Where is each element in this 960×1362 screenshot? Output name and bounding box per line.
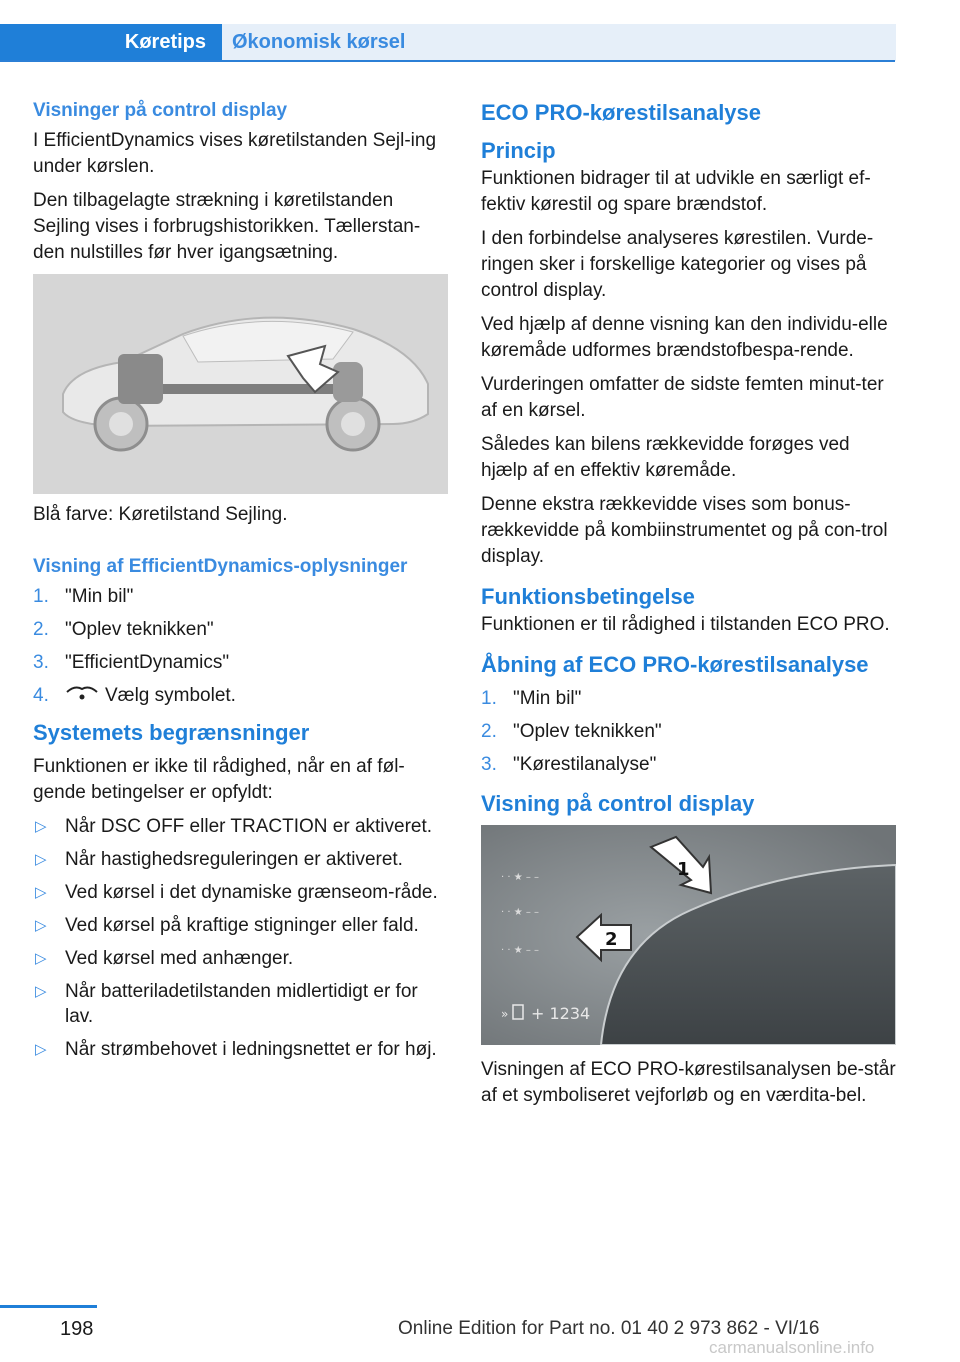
tab-okonomisk-korsel[interactable]: Økonomisk kørsel [222, 24, 896, 61]
list-item [33, 1037, 451, 1062]
triangle-bullet-icon: ▷ [35, 983, 47, 1001]
figure-caption: Blå farve: Køretilstand Sejling. [33, 504, 288, 525]
paragraph: Denne ekstra rækkevidde vises som bonus-rækkevidde på kombiinstrumentet og på con-trol display. [481, 494, 888, 567]
list-text: Når batteriladetilstanden midlertidigt er for lav. [65, 981, 418, 1028]
conditions-list [33, 814, 451, 1062]
paragraph: I EfficientDynamics vises køretilstanden Sejl-ing under kørslen. [33, 130, 437, 177]
triangle-bullet-icon: ▷ [35, 917, 47, 935]
steps-list-open-analysis [481, 686, 897, 777]
list-number: 1. [33, 586, 49, 607]
bonus-range-value: + 1234 [531, 1004, 591, 1023]
watermark: carmanualsonline.info [709, 1338, 875, 1357]
car-sailing-illustration [33, 274, 448, 494]
paragraph: Vurderingen omfatter de sidste femten minut-ter af en kørsel. [481, 374, 884, 421]
subheading-efficientdynamics: Visning af EfficientDynamics-oplysninger [33, 556, 408, 577]
callout-1: 1 [677, 859, 690, 880]
list-text: Når hastighedsreguleringen er aktiveret. [65, 849, 403, 871]
heading-visning-control-display: Visning på control display [481, 791, 755, 816]
list-item [33, 814, 451, 839]
triangle-bullet-icon: ▷ [35, 818, 47, 836]
list-text: Ved kørsel i det dynamiske grænseom-råde. [65, 882, 438, 904]
paragraph: Funktionen bidrager til at udvikle en særligt ef-fektiv kørestil og spare brændstof. [481, 168, 871, 215]
list-text: Når strømbehovet i ledningsnettet er for høj. [65, 1039, 437, 1061]
list-item [33, 979, 451, 1029]
list-number: 4. [33, 685, 49, 706]
list-number: 2. [33, 619, 49, 640]
paragraph: I den forbindelse analyseres kørestilen. Vurde-ringen sker i forskellige kategorier og vises på control display. [481, 228, 874, 301]
header-rule [0, 60, 895, 62]
list-text: "Min bil" [513, 688, 582, 709]
header-bar [0, 0, 960, 62]
list-text: Når DSC OFF eller TRACTION er aktiveret. [65, 816, 433, 838]
paragraph: Visningen af ECO PRO-kørestilsanalysen be-står af et symboliseret vejforløb og en værdita-bel. [481, 1059, 896, 1106]
triangle-bullet-icon: ▷ [35, 851, 47, 869]
paragraph: Funktionen er til rådighed i tilstanden ECO PRO. [481, 614, 890, 635]
heading-systemets-begraensninger: Systemets begrænsninger [33, 720, 310, 746]
list-item [481, 686, 897, 711]
heading-eco-pro-korestilsanalyse: ECO PRO-kørestilsanalyse [481, 100, 762, 125]
list-item [33, 880, 451, 905]
tab-koretips[interactable]: Køretips [0, 24, 222, 61]
steps-list-efficientdynamics [33, 584, 451, 708]
online-edition-note: Online Edition for Part no. 01 40 2 973 862 - VI/16 [398, 1318, 820, 1339]
paragraph: Den tilbagelagte strækning i køretilstanden Sejling vises i forbrugshistorikken. Tællerstan-den nulstilles før hver igangsætning. [33, 190, 421, 263]
list-item [33, 617, 451, 642]
car-sailing-symbol-icon [65, 683, 105, 708]
svg-text:· · ★ – –: · · ★ – – [501, 872, 540, 883]
list-number: 2. [481, 721, 497, 742]
list-text: Ved kørsel med anhænger. [65, 948, 294, 970]
list-text: "Min bil" [65, 586, 134, 607]
list-text: Vælg symbolet. [105, 685, 236, 706]
heading-princip: Princip [481, 138, 556, 163]
heading-abning: Åbning af ECO PRO-kørestilsanalyse [481, 652, 869, 677]
paragraph: Således kan bilens rækkevidde forøges ved hjælp af en effektiv køremåde. [481, 434, 850, 481]
list-item [33, 847, 451, 872]
svg-text:»: » [501, 1007, 509, 1021]
triangle-bullet-icon: ▷ [35, 884, 47, 902]
subheading-visninger: Visninger på control display [33, 100, 288, 121]
eco-pro-display-illustration [481, 825, 896, 1045]
svg-text:· · ★ – –: · · ★ – – [501, 945, 540, 956]
list-number: 1. [481, 688, 497, 709]
paragraph: Funktionen er ikke til rådighed, når en af føl-gende betingelser er opfyldt: [33, 756, 405, 804]
callout-2: 2 [605, 929, 618, 950]
list-item [481, 752, 897, 777]
left-column [33, 100, 451, 1074]
triangle-bullet-icon: ▷ [35, 950, 47, 968]
list-text: Ved kørsel på kraftige stigninger eller fald. [65, 915, 419, 937]
page-number: 198 [60, 1318, 94, 1340]
right-column [481, 100, 897, 1117]
list-item [33, 946, 451, 971]
heading-funktionsbetingelse: Funktionsbetingelse [481, 584, 695, 609]
paragraph: Ved hjælp af denne visning kan den individu-elle køremåde udformes brændstofbespa-rende. [481, 314, 888, 361]
triangle-bullet-icon: ▷ [35, 1041, 47, 1059]
list-item [33, 584, 451, 609]
list-number: 3. [33, 652, 49, 673]
list-text: "EfficientDynamics" [65, 652, 230, 673]
svg-text:· · ★ – –: · · ★ – – [501, 907, 540, 918]
list-item [33, 650, 451, 675]
list-item [33, 913, 451, 938]
list-text: "Kørestilanalyse" [513, 754, 657, 775]
list-item [33, 683, 451, 708]
list-text: "Oplev teknikken" [513, 721, 662, 742]
list-item [481, 719, 897, 744]
list-number: 3. [481, 754, 497, 775]
list-text: "Oplev teknikken" [65, 619, 214, 640]
footer-rule [0, 1305, 97, 1308]
